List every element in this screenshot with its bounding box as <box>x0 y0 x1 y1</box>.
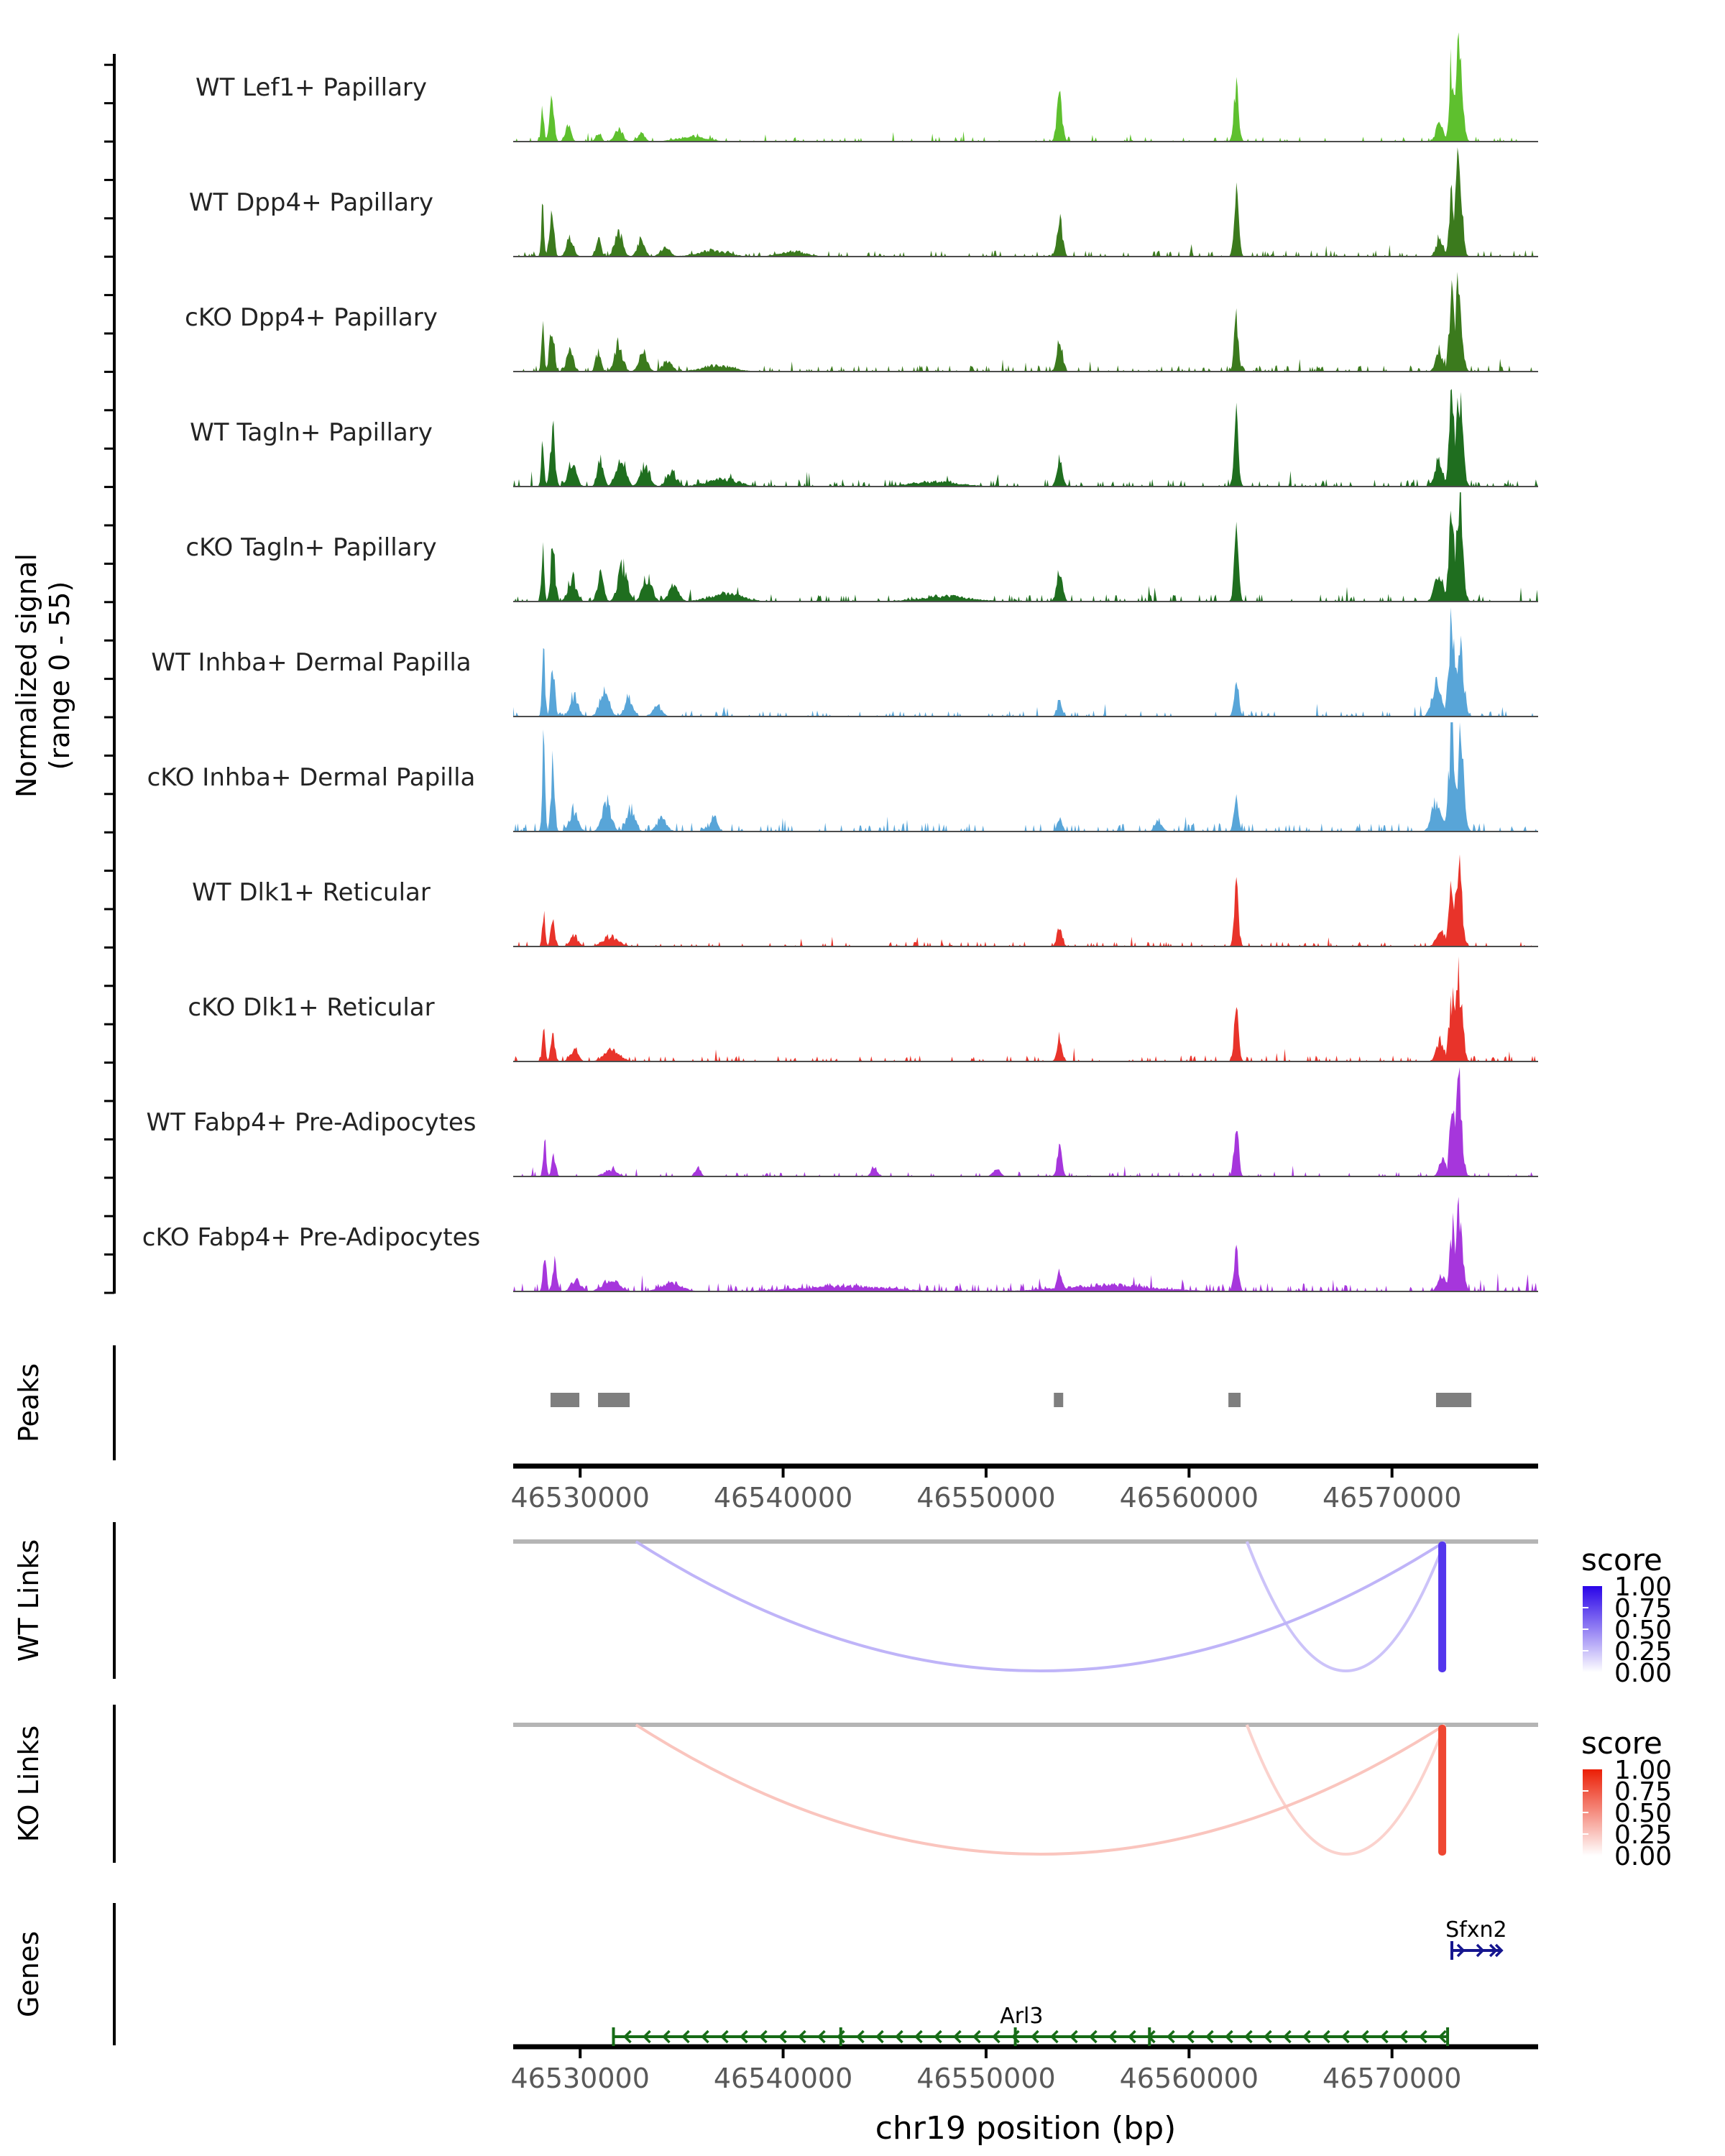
section-label-peaks: Peaks <box>13 1363 45 1443</box>
peak-interval-5 <box>1436 1393 1471 1407</box>
wt-legend-tick-label: 0.00 <box>1614 1659 1673 1688</box>
x-tick-label: 46530000 <box>510 1482 650 1514</box>
y-axis-label-line1: Normalized signal <box>11 553 42 798</box>
y-axis-label-line2: (range 0 - 55) <box>44 581 75 770</box>
gene-label-Sfxn2: Sfxn2 <box>1445 1917 1507 1943</box>
ko-links-legend-title: score <box>1581 1726 1662 1761</box>
track-label-5: cKO Tagln+ Papillary <box>185 533 437 562</box>
track-label-11: cKO Fabp4+ Pre-Adipocytes <box>142 1223 481 1252</box>
signal-area-9 <box>513 957 1538 1061</box>
wt-legend-tick-label: 1.00 <box>1614 1572 1673 1602</box>
peak-interval-2 <box>598 1393 630 1407</box>
ko-legend-tick-label: 1.00 <box>1614 1756 1673 1785</box>
wt-link-bar <box>1438 1542 1446 1672</box>
signal-area-7 <box>513 722 1538 831</box>
ko-legend-tick-label: 0.50 <box>1614 1799 1673 1828</box>
wt-legend-tick-label: 0.50 <box>1614 1616 1673 1645</box>
x-tick-label: 46550000 <box>916 2063 1056 2094</box>
track-label-6: WT Inhba+ Dermal Papilla <box>151 648 472 677</box>
track-label-7: cKO Inhba+ Dermal Papilla <box>147 763 476 792</box>
signal-area-10 <box>513 1067 1538 1176</box>
ko-link-bar <box>1438 1725 1446 1856</box>
x-tick-label: 46540000 <box>713 2063 853 2094</box>
signal-area-4 <box>513 389 1538 487</box>
track-label-9: cKO Dlk1+ Reticular <box>188 993 435 1022</box>
x-axis-title: chr19 position (bp) <box>875 2110 1177 2147</box>
x-tick-label: 46570000 <box>1322 1482 1462 1514</box>
wt-links-legend-title: score <box>1581 1542 1662 1577</box>
signal-area-3 <box>513 272 1538 372</box>
ko-legend-tick-label: 0.25 <box>1614 1820 1673 1850</box>
ko-legend-tick-label: 0.00 <box>1614 1842 1673 1871</box>
peak-interval-3 <box>1054 1393 1063 1407</box>
signal-area-1 <box>513 32 1538 142</box>
ko-legend-tick-label: 0.75 <box>1614 1777 1673 1807</box>
signal-area-6 <box>513 607 1538 717</box>
signal-area-11 <box>513 1197 1538 1291</box>
track-label-3: cKO Dpp4+ Papillary <box>185 303 438 332</box>
x-tick-label: 46570000 <box>1322 2063 1462 2094</box>
wt-legend-tick-label: 0.25 <box>1614 1637 1673 1667</box>
x-tick-label: 46560000 <box>1119 2063 1259 2094</box>
signal-area-8 <box>513 854 1538 946</box>
peak-interval-1 <box>551 1393 579 1407</box>
section-label-ko-links: KO Links <box>13 1725 45 1843</box>
y-axis-label <box>10 352 79 999</box>
section-label-genes: Genes <box>13 1930 45 2018</box>
gene-label-Arl3: Arl3 <box>1000 2004 1044 2029</box>
x-tick-label: 46540000 <box>713 1482 853 1514</box>
wt-legend-tick-label: 0.75 <box>1614 1594 1673 1623</box>
wt-link-arc-2 <box>636 1542 1445 1671</box>
track-label-8: WT Dlk1+ Reticular <box>192 878 431 907</box>
track-label-4: WT Tagln+ Papillary <box>190 418 433 447</box>
track-label-1: WT Lef1+ Papillary <box>195 73 428 102</box>
signal-area-5 <box>513 492 1538 602</box>
ko-link-arc-2 <box>636 1725 1445 1854</box>
peak-interval-4 <box>1228 1393 1241 1407</box>
signal-area-2 <box>513 147 1538 257</box>
x-tick-label: 46550000 <box>916 1482 1056 1514</box>
x-tick-label: 46530000 <box>510 2063 650 2094</box>
section-label-wt-links: WT Links <box>13 1539 45 1662</box>
x-tick-label: 46560000 <box>1119 1482 1259 1514</box>
track-label-2: WT Dpp4+ Papillary <box>188 188 434 217</box>
track-label-10: WT Fabp4+ Pre-Adipocytes <box>146 1108 477 1137</box>
